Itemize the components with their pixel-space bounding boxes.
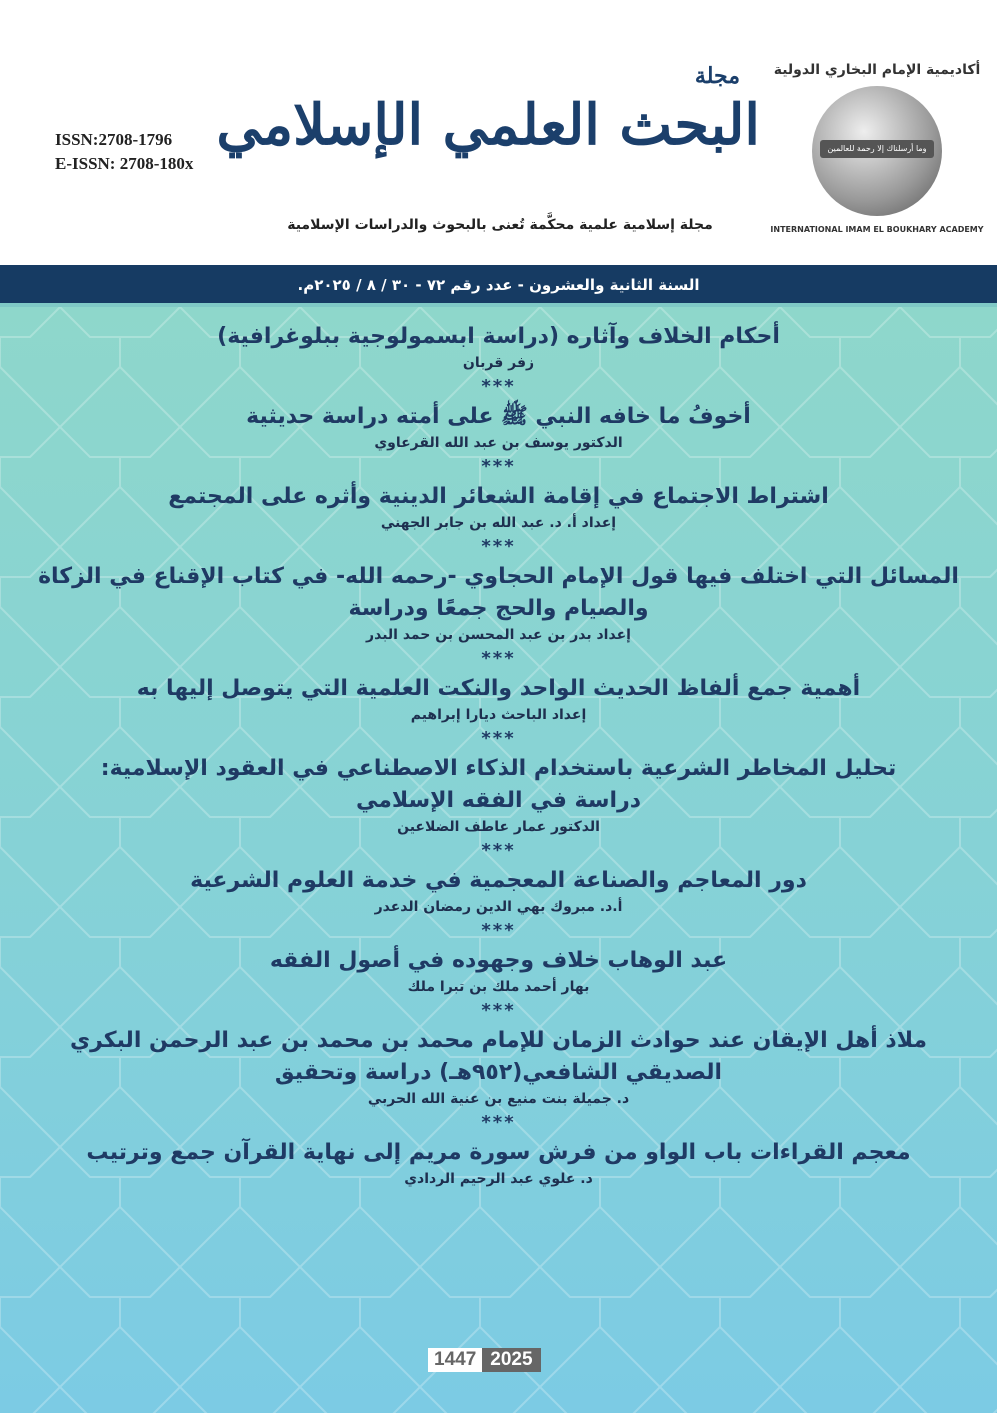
academy-logo bbox=[762, 60, 992, 260]
article-item bbox=[0, 945, 997, 997]
article-item bbox=[0, 753, 997, 837]
issn: ISSN:2708-1796 bbox=[55, 130, 173, 149]
separator: *** bbox=[481, 840, 516, 861]
article-author: زفر قربان bbox=[462, 355, 535, 371]
journal-title-block bbox=[216, 62, 760, 160]
article-author: د. علوي عبد الرحيم الردادي bbox=[404, 1171, 593, 1187]
article-title: تحليل المخاطر الشرعية باستخدام الذكاء الاصطناعي في العقود الإسلامية: bbox=[100, 756, 897, 781]
article-author: إعداد الباحث ديارا إبراهيم bbox=[410, 707, 587, 723]
article-item bbox=[0, 1025, 997, 1109]
year-badge bbox=[428, 1348, 541, 1372]
article-title: اشتراط الاجتماع في إقامة الشعائر الدينية وأثره على المجتمع bbox=[168, 484, 829, 509]
logo-arabic-text: أكاديمية الإمام البخاري الدولية bbox=[773, 62, 981, 78]
separator: *** bbox=[481, 1000, 516, 1021]
separator: *** bbox=[481, 536, 516, 557]
article-author: بهار أحمد ملك بن تبرا ملك bbox=[407, 979, 590, 995]
article-author: الدكتور عمار عاطف الضلاعين bbox=[397, 819, 600, 835]
article-title: دراسة في الفقه الإسلامي bbox=[355, 788, 642, 813]
article-title: معجم القراءات باب الواو من فرش سورة مريم إلى نهاية القرآن جمع وترتيب bbox=[86, 1140, 911, 1165]
article-title: دور المعاجم والصناعة المعجمية في خدمة العلوم الشرعية bbox=[190, 868, 807, 893]
article-author: الدكتور يوسف بن عبد الله القرعاوي bbox=[374, 435, 623, 451]
article-list bbox=[0, 307, 997, 1189]
article-author: د. جميلة بنت منيع بن عنية الله الحربي bbox=[367, 1091, 630, 1107]
article-title: أحكام الخلاف وآثاره (دراسة ابسمولوجية ببلوغرافية) bbox=[217, 324, 780, 349]
issue-band: السنة الثانية والعشرون - عدد رقم ٧٢ - ٣٠ / ٨ / ٢٠٢٥م. bbox=[0, 265, 997, 307]
article-item bbox=[0, 401, 997, 453]
article-item bbox=[0, 673, 997, 725]
logo-ribbon: وما أرسلناك إلا رحمة للعالمين bbox=[820, 140, 934, 158]
eissn: E-ISSN: 2708-180x bbox=[55, 154, 194, 173]
separator: *** bbox=[481, 728, 516, 749]
separator: *** bbox=[481, 1112, 516, 1133]
separator: *** bbox=[481, 456, 516, 477]
article-title: أخوفُ ما خافه النبي ﷺ على أمته دراسة حديثية bbox=[246, 404, 751, 429]
article-author: إعداد أ. د. عبد الله بن جابر الجهني bbox=[380, 515, 617, 531]
journal-tagline: مجلة إسلامية علمية محكَّمة تُعنى بالبحوث والدراسات الإسلامية bbox=[287, 217, 713, 233]
article-author: إعداد بدر بن عبد المحسن بن حمد البدر bbox=[366, 627, 631, 643]
article-title: ملاذ أهل الإيقان عند حوادث الزمان للإمام محمد بن محمد بن عبد الرحمن البكري bbox=[69, 1028, 928, 1053]
article-title: والصيام والحج جمعًا ودراسة bbox=[348, 596, 649, 621]
separator: *** bbox=[481, 920, 516, 941]
hijri-year: 1447 bbox=[428, 1348, 482, 1372]
article-title: عبد الوهاب خلاف وجهوده في أصول الفقه bbox=[269, 948, 728, 973]
journal-title: البحث العلمي الإسلامي bbox=[216, 92, 760, 158]
logo-english-text: INTERNATIONAL IMAM EL BOUKHARY ACADEMY bbox=[770, 225, 984, 234]
contents-area bbox=[0, 307, 997, 1413]
separator: *** bbox=[481, 648, 516, 669]
magazine-word: مجلة bbox=[694, 63, 740, 89]
gregorian-year: 2025 bbox=[482, 1348, 540, 1372]
article-item bbox=[0, 561, 997, 645]
article-item bbox=[0, 1137, 997, 1189]
article-title: المسائل التي اختلف فيها قول الإمام الحجاوي -رحمه الله- في كتاب الإقناع في الزكاة bbox=[38, 564, 959, 589]
issn-block bbox=[55, 128, 193, 176]
article-item bbox=[0, 321, 997, 373]
article-item bbox=[0, 865, 997, 917]
cover-header bbox=[0, 0, 997, 265]
article-author: أ.د. مبروك بهي الدين رمضان الدعدر bbox=[374, 899, 623, 915]
separator: *** bbox=[481, 376, 516, 397]
article-title: أهمية جمع ألفاظ الحديث الواحد والنكت العلمية التي يتوصل إليها به bbox=[136, 676, 861, 701]
article-title: الصديقي الشافعي(٩٥٢هـ) دراسة وتحقيق bbox=[274, 1060, 723, 1085]
article-item bbox=[0, 481, 997, 533]
